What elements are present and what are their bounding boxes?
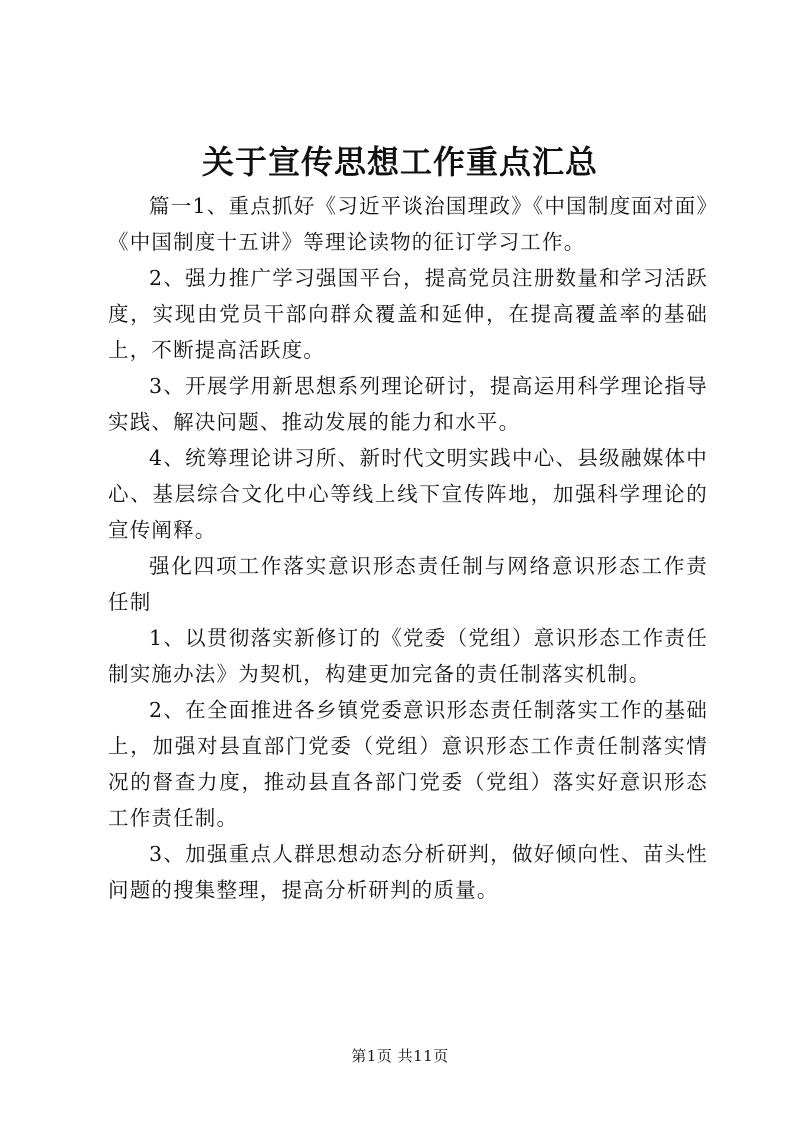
document-body: [108, 188, 708, 908]
paragraph: 3、开展学用新思想系列理论研讨，提高运用科学理论指导实践、解决问题、推动发展的能力和水平。: [108, 374, 708, 434]
paragraph: 1、以贯彻落实新修订的《党委（党组）意识形态工作责任制实施办法》为契机，构建更加完备的责任制落实机制。: [108, 626, 708, 686]
paragraph: 2、强力推广学习强国平台，提高党员注册数量和学习活跃度，实现由党员干部向群众覆盖和延伸，在提高覆盖率的基础上，不断提高活跃度。: [108, 266, 708, 362]
paragraph: 篇一1、重点抓好《习近平谈治国理政》《中国制度面对面》《中国制度十五讲》等理论读物的征订学习工作。: [108, 194, 708, 254]
page-number: 第1页 共11页: [351, 1047, 449, 1065]
section-heading: 强化四项工作落实意识形态责任制与网络意识形态工作责任制: [108, 554, 708, 614]
paragraph: 4、统筹理论讲习所、新时代文明实践中心、县级融媒体中心、基层综合文化中心等线上线下宣传阵地，加强科学理论的宣传阐释。: [108, 446, 708, 542]
paragraph: 3、加强重点人群思想动态分析研判，做好倾向性、苗头性问题的搜集整理，提高分析研判的质量。: [108, 842, 708, 902]
document-title: 关于宣传思想工作重点汇总: [201, 143, 598, 181]
paragraph: 2、在全面推进各乡镇党委意识形态责任制落实工作的基础上，加强对县直部门党委（党组）意识形态工作责任制落实情况的督查力度，推动县直各部门党委（党组）落实好意识形态工作责任制。: [108, 698, 708, 830]
